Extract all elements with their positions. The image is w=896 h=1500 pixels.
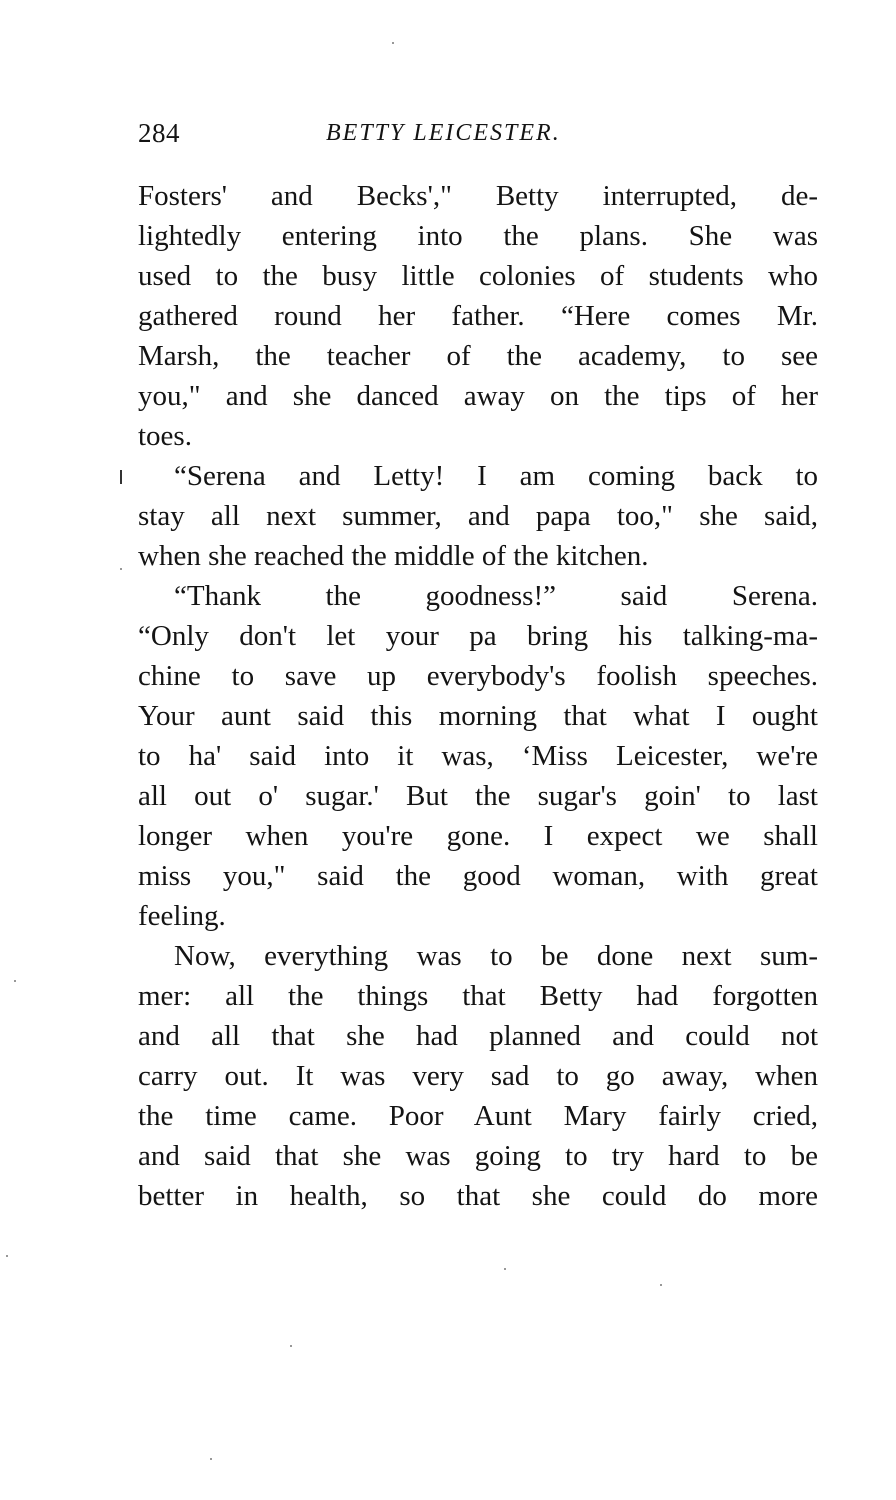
text-line: used to the busy little colonies of students who: [138, 260, 818, 292]
scan-speck: [14, 980, 16, 982]
page-number: 284: [138, 118, 180, 148]
text-line: lightedly entering into the plans. She was: [138, 220, 818, 252]
scan-speck: [392, 42, 394, 44]
text-line: Now, everything was to be done next sum-: [174, 940, 818, 972]
scan-speck: [120, 568, 122, 570]
scan-speck: [210, 1458, 212, 1460]
running-title: BETTY LEICESTER.: [326, 120, 561, 146]
text-line: toes.: [138, 420, 192, 452]
text-line: to ha' said into it was, ‘Miss Leicester, we're: [138, 740, 818, 772]
text-line: “Only don't let your pa bring his talking-ma-: [138, 620, 818, 652]
text-line: better in health, so that she could do more: [138, 1180, 818, 1212]
text-line: stay all next summer, and papa too," she said,: [138, 500, 818, 532]
text-line: gathered round her father. “Here comes Mr.: [138, 300, 818, 332]
scan-speck: [660, 1284, 662, 1286]
scan-speck: [290, 1345, 292, 1347]
text-line: the time came. Poor Aunt Mary fairly cried,: [138, 1100, 818, 1132]
text-line: longer when you're gone. I expect we shall: [138, 820, 818, 852]
text-line: when she reached the middle of the kitchen.: [138, 540, 649, 572]
text-line: “Serena and Letty! I am coming back to: [174, 460, 818, 492]
text-line: mer: all the things that Betty had forgotten: [138, 980, 818, 1012]
body-text: [138, 176, 818, 1216]
text-line: and said that she was going to try hard to be: [138, 1140, 818, 1172]
text-line: and all that she had planned and could not: [138, 1020, 818, 1052]
page-header: [138, 118, 818, 158]
text-line: carry out. It was very sad to go away, when: [138, 1060, 818, 1092]
text-line: chine to save up everybody's foolish speeches.: [138, 660, 818, 692]
margin-mark: [120, 470, 122, 484]
text-line: “Thank the goodness!” said Serena.: [174, 580, 818, 612]
text-line: Fosters' and Becks'," Betty interrupted, de-: [138, 180, 818, 212]
text-line: all out o' sugar.' But the sugar's goin' to last: [138, 780, 818, 812]
text-line: Marsh, the teacher of the academy, to see: [138, 340, 818, 372]
text-line: feeling.: [138, 900, 226, 932]
scan-speck: [6, 1255, 8, 1257]
text-line: miss you," said the good woman, with great: [138, 860, 818, 892]
text-line: you," and she danced away on the tips of her: [138, 380, 818, 412]
text-line: Your aunt said this morning that what I ought: [138, 700, 818, 732]
scan-speck: [504, 1268, 506, 1270]
